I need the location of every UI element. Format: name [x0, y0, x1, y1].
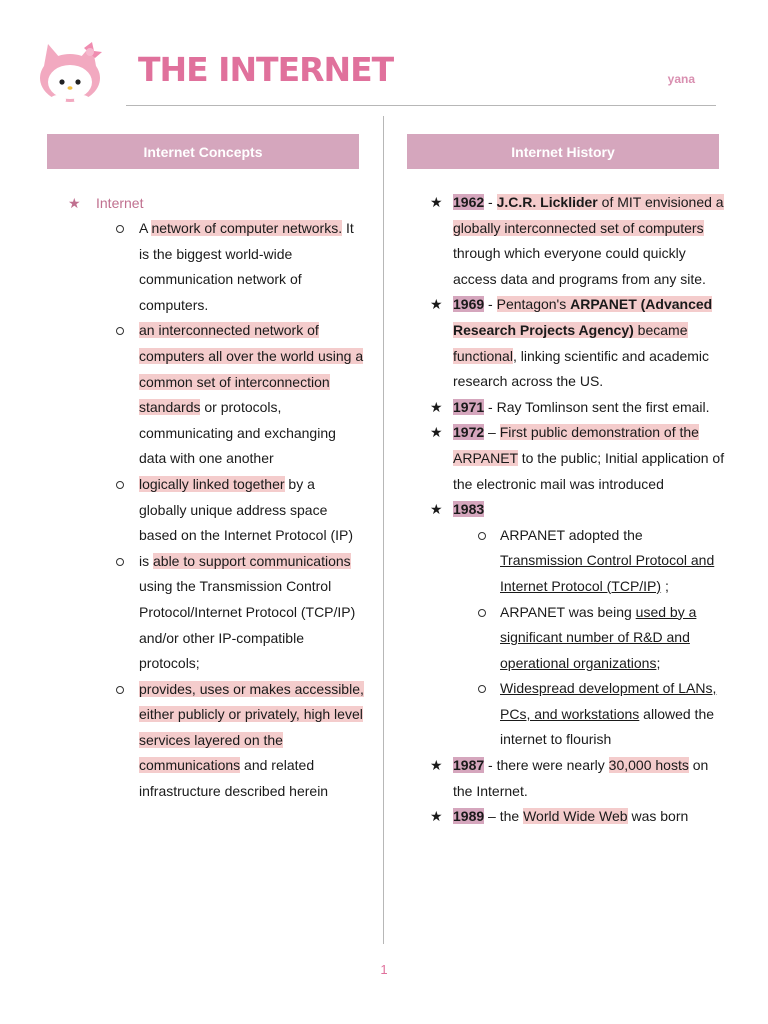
- star-icon: ★: [430, 424, 443, 441]
- column-divider: [383, 116, 384, 944]
- list-item: Widespread development of LANs, PCs, and workstations allowed the internet to flourish: [475, 676, 728, 753]
- list-item: ARPANET was being used by a significant number of R&D and operational organizations;: [475, 600, 728, 677]
- circle-bullet-icon: [116, 225, 124, 233]
- hello-kitty-avatar-icon: [30, 38, 110, 106]
- star-icon: ★: [430, 296, 443, 313]
- page-number: 1: [380, 962, 388, 977]
- concepts-column: [64, 190, 364, 805]
- circle-bullet-icon: [116, 481, 124, 489]
- circle-bullet-icon: [116, 327, 124, 335]
- star-icon: ★: [430, 808, 443, 825]
- concept-bullet-list: [64, 216, 364, 805]
- circle-bullet-icon: [116, 558, 124, 566]
- list-item: logically linked together by a globally unique address space based on the Internet Protocol (IP): [112, 472, 364, 549]
- history-item-1971: ★ 1971 - Ray Tomlinson sent the first email.: [428, 395, 728, 421]
- concept-item-internet: [64, 190, 364, 216]
- history-list: [428, 190, 728, 830]
- circle-bullet-icon: [478, 609, 486, 617]
- list-item: is able to support communications using the Transmission Control Protocol/Internet Protocol (TCP/IP) and/or other IP-compatible protocols;: [112, 549, 364, 677]
- page-title: THE INTERNET: [138, 50, 394, 89]
- history-column: [428, 190, 728, 830]
- history-item-1972: ★ 1972 – First public demonstration of the ARPANET to the public; Initial application of the electronic mail was introduced: [428, 420, 728, 497]
- list-item: ARPANET adopted the Transmission Control Protocol and Internet Protocol (TCP/IP) ;: [475, 523, 728, 600]
- star-icon: ★: [430, 501, 443, 518]
- circle-bullet-icon: [116, 686, 124, 694]
- header-divider: [126, 105, 716, 106]
- history-item-1983: ★ 1983 ARPANET adopted the Transmission Control Protocol and Internet Protocol (TCP/IP) ; ARPANET was being used by a significant number of R&D and operational organizations; Widespread development of LANs, PCs, and workstations allowed the internet to flourish: [428, 497, 728, 753]
- history-item-1989: ★ 1989 – the World Wide Web was born: [428, 804, 728, 830]
- star-icon: ★: [430, 398, 443, 415]
- circle-bullet-icon: [478, 532, 486, 540]
- star-icon: ★: [430, 194, 443, 210]
- history-item-1962: ★ 1962 - J.C.R. Licklider of MIT envisioned a globally interconnected set of computers through which everyone could quickly access data and programs from any site.: [428, 190, 728, 292]
- list-item: an interconnected network of computers all over the world using a common set of interconnection standards or protocols, communicating and exchanging data with one another: [112, 318, 364, 472]
- concept-item-label: Internet: [96, 195, 144, 211]
- list-item: provides, uses or makes accessible, either publicly or privately, high level services layered on the communications and related infrastructure described herein: [112, 677, 364, 805]
- section-header-history: Internet History: [407, 134, 719, 169]
- history-item-1987: ★ 1987 - there were nearly 30,000 hosts on the Internet.: [428, 753, 728, 804]
- star-icon: ★: [430, 757, 443, 774]
- history-item-1969: ★ 1969 - Pentagon's ARPANET (Advanced Research Projects Agency) became functional, linking scientific and academic research across the US.: [428, 292, 728, 394]
- section-header-concepts: Internet Concepts: [47, 134, 359, 169]
- star-icon: ★: [68, 194, 81, 211]
- author-name: yana: [667, 72, 695, 86]
- list-item: A network of computer networks. It is the biggest world-wide communication network of computers.: [112, 216, 364, 318]
- history-1983-sublist: [453, 523, 728, 753]
- circle-bullet-icon: [478, 685, 486, 693]
